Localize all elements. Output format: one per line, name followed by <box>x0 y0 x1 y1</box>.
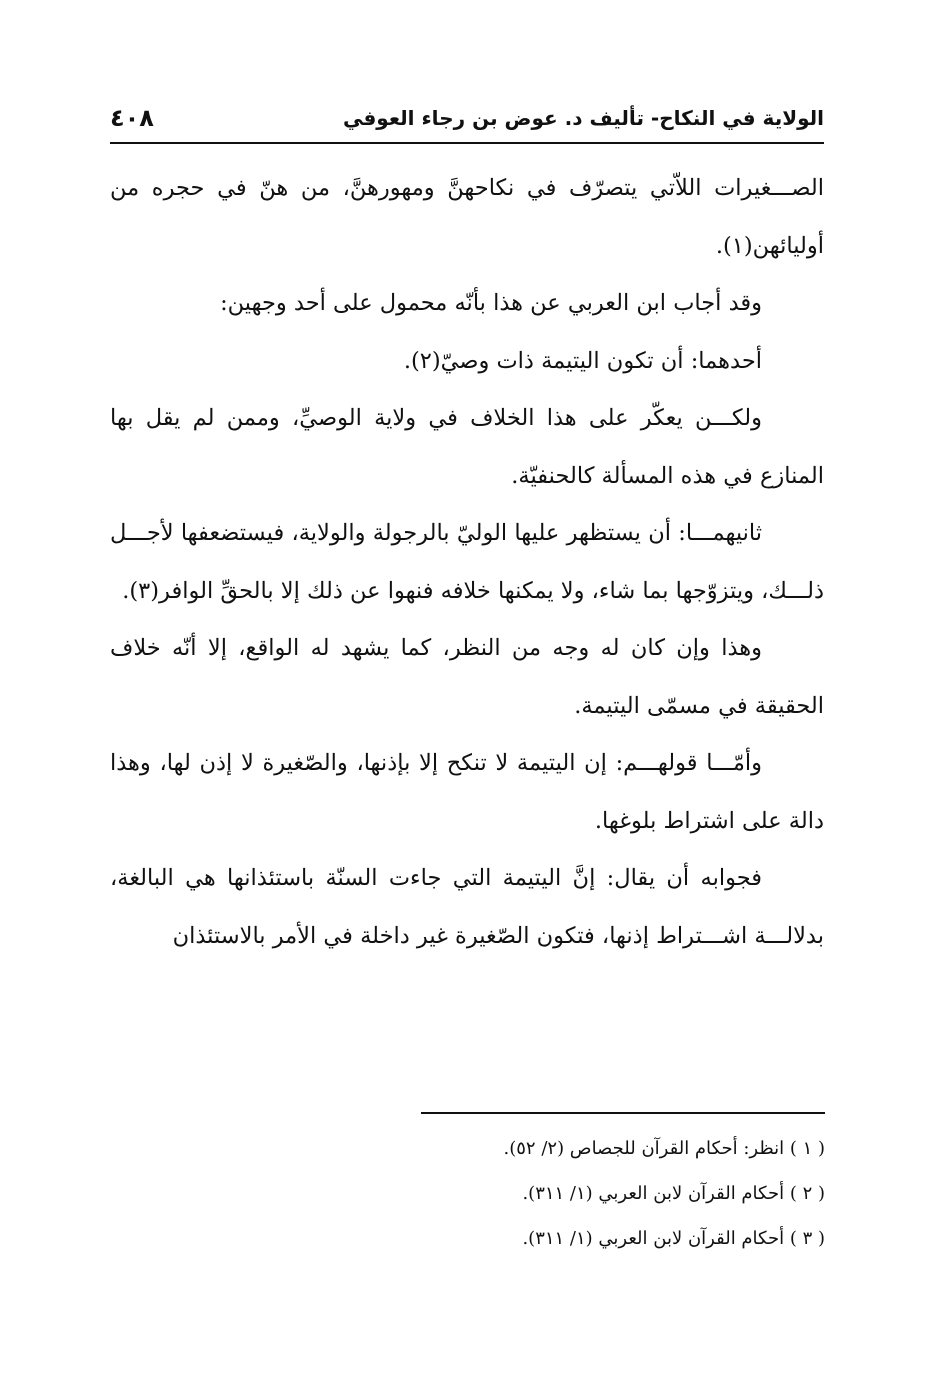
paragraph: وقد أجاب ابن العربي عن هذا بأنّه محمول على أحد وجهين: <box>220 290 762 316</box>
footnotes <box>119 1126 825 1261</box>
running-header-title: الولاية في النكاح- تأليف د. عوض بن رجاء العوفي <box>342 106 824 130</box>
page-number: ٤٠٨ <box>110 104 154 132</box>
footnote: ( ١ ) انظر: أحكام القرآن للجصاص (٢/ ٥٢). <box>503 1138 825 1159</box>
paragraph: ثانيهمـــا: أن يستظهر عليها الوليّ بالرجولة والولاية، فيستضعفها لأجـــل ذلـــك، ويتزوّجها بما شاء، ولا يمكنها خلافه فنهوا عن ذلك إلا بالحقِّ الوافر(٣). <box>110 520 824 604</box>
footnote-divider <box>421 1112 825 1114</box>
paragraph: وأمّـــا قولهـــم: إن اليتيمة لا تنكح إلا بإذنها، والصّغيرة لا إذن لها، وهذا دالة على اشتراط بلوغها. <box>110 750 824 834</box>
header-divider <box>110 142 824 144</box>
footnote: ( ٢ ) أحكام القرآن لابن العربي (١/ ٣١١). <box>522 1183 825 1204</box>
footnote: ( ٣ ) أحكام القرآن لابن العربي (١/ ٣١١). <box>522 1228 825 1249</box>
paragraph: أحدهما: أن تكون اليتيمة ذات وصيّ(٢). <box>403 347 762 374</box>
paragraph: وهذا وإن كان له وجه من النظر، كما يشهد له الواقع، إلا أنّه خلاف الحقيقة في مسمّى اليتيمة. <box>110 635 824 719</box>
running-header <box>110 96 824 140</box>
paragraph: فجوابه أن يقال: إنَّ اليتيمة التي جاءت السنّة باستئذانها هي البالغة، بدلالـــة اشـــتراط إذنها، فتكون الصّغيرة غير داخلة في الأمر بالاستئذان <box>110 865 824 949</box>
main-text <box>110 160 824 965</box>
paragraph-continued: الصـــغيرات اللاّتي يتصرّف في نكاحهنَّ ومهورهنَّ، من هنّ في حجره من أوليائهن(١). <box>110 175 824 259</box>
paragraph: ولكـــن يعكّر على هذا الخلاف في ولاية الوصيِّ، وممن لم يقل بها المنازع في هذه المسألة كالحنفيّة. <box>110 405 824 489</box>
